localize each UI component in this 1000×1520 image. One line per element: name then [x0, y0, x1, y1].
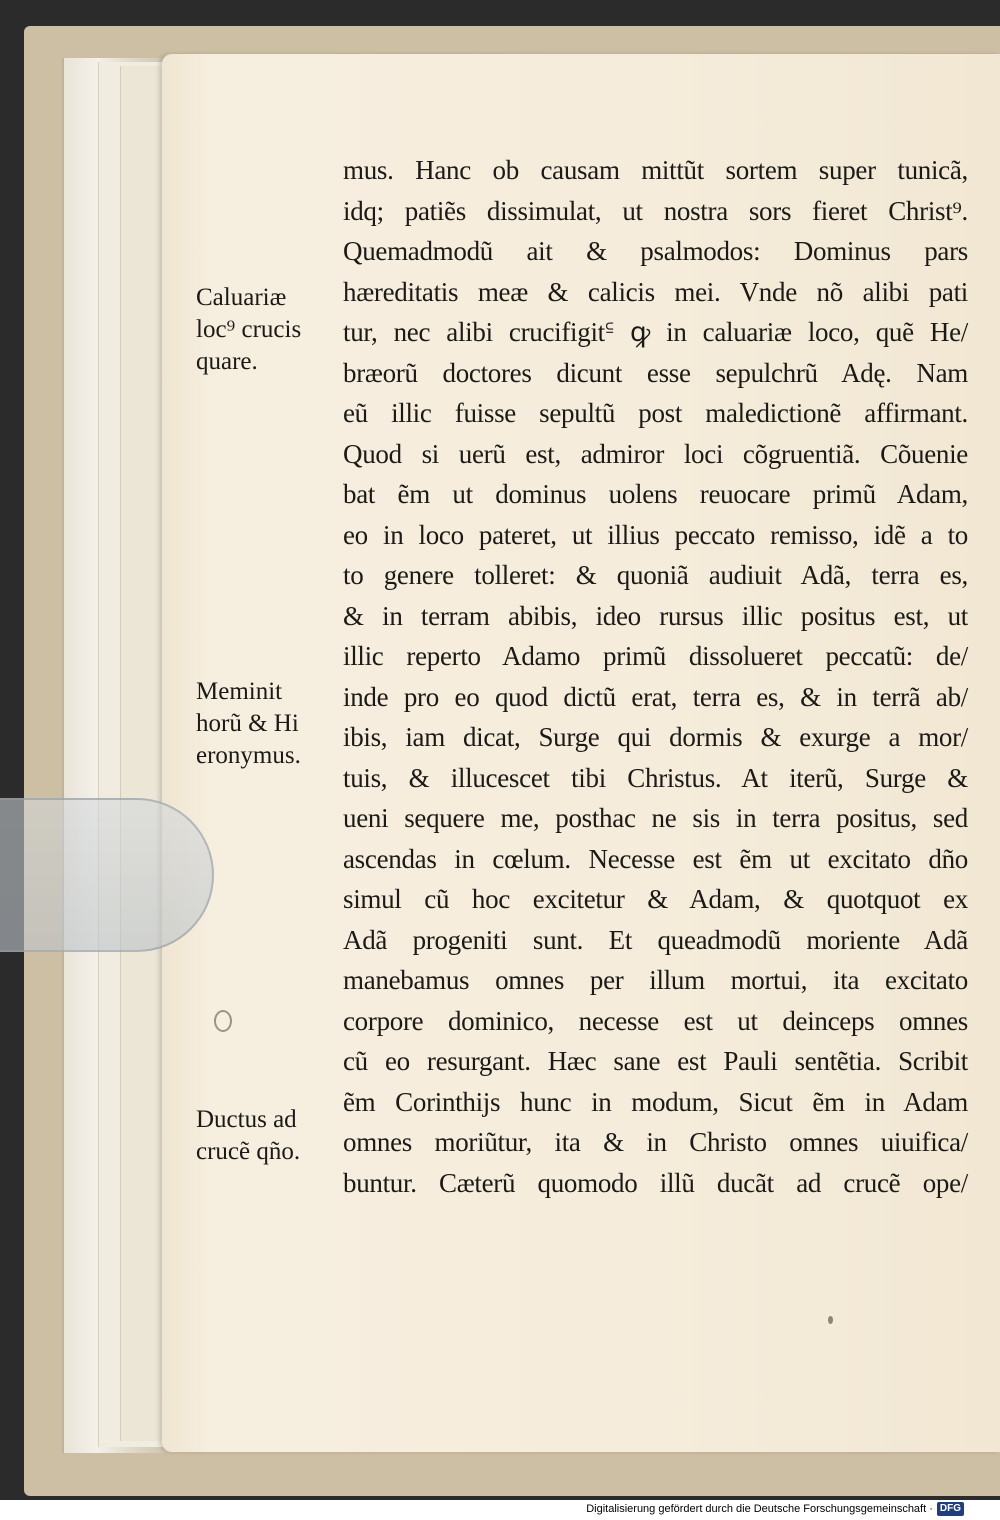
text-line: bat ẽm ut dominus uolens reuocare primũ Adam,: [343, 479, 968, 509]
text-line: corpore dominico, necesse est ut deinceps omnes: [343, 1005, 968, 1036]
text-line: illic reperto Adamo primũ dissolueret peccatũ: de/: [343, 641, 968, 671]
text-line: inde pro eo quod dictũ erat, terra es, & in terrã ab/: [343, 681, 968, 712]
text-line: cũ eo resurgant. Hæc sane est Pauli sentẽtia. Scribit: [343, 1046, 968, 1076]
text-line: buntur. Cæterũ quomodo illũ ducãt ad crucẽ ope/: [343, 1167, 968, 1198]
margin-note-line: loc⁹ crucis: [196, 316, 302, 343]
margin-note-line: horũ & Hi: [196, 710, 299, 737]
text-line: & in terram abibis, ideo rursus illic positus est, ut: [343, 600, 968, 631]
text-line: tuis, & illucescet tibi Christus. At iterũ, Surge &: [343, 762, 968, 793]
margin-note-line: Ductus ad: [196, 1106, 297, 1133]
ink-dot-mark: [828, 1316, 833, 1324]
margin-note-meminit: [196, 676, 341, 772]
margin-note-line: crucẽ qño.: [196, 1138, 301, 1165]
margin-note-line: quare.: [196, 348, 258, 375]
text-line: ẽm Corinthijs hunc in modum, Sicut ẽm in Adam: [343, 1086, 968, 1117]
text-line: to genere tolleret: & quoniã audiuit Adã, terra es,: [343, 560, 968, 590]
text-line: ascendas in cœlum. Necesse est ẽm ut excitato dño: [343, 843, 968, 874]
margin-note-line: Caluariæ: [196, 284, 287, 311]
text-line: bræorũ doctores dicunt esse sepulchrũ Adę. Nam: [343, 357, 968, 388]
margin-note-line: Meminit: [196, 678, 283, 705]
text-line: Quemadmodũ ait & psalmodos: Dominus pars: [343, 236, 968, 266]
margin-note-line: eronymus.: [196, 742, 301, 769]
text-line: omnes moriũtur, ita & in Christo omnes uiuifica/: [343, 1127, 968, 1157]
margin-note-caluariae: [196, 282, 341, 378]
footer-credit: Digitalisierung gefördert durch die Deutsche Forschungsgemeinschaft ·: [586, 1503, 933, 1515]
transparent-page-clip: [0, 798, 214, 952]
text-line: Adã progeniti sunt. Et queadmodũ moriente Adã: [343, 924, 968, 955]
text-line: ibis, iam dicat, Surge qui dormis & exurge a mor/: [343, 722, 968, 752]
text-line: ueni sequere me, posthac ne sis in terra positus, sed: [343, 803, 968, 833]
footer: [586, 1500, 964, 1518]
ink-ring-mark: [214, 1010, 232, 1032]
text-line: simul cũ hoc excitetur & Adam, & quotquot ex: [343, 884, 968, 914]
text-line: hæreditatis meæ & calicis mei. Vnde nõ alibi pati: [343, 276, 968, 307]
text-line: eo in loco pateret, ut illius peccato remisso, idẽ a to: [343, 519, 968, 550]
text-line: Quod si uerũ est, admiror loci cõgruentiã. Cõuenie: [343, 438, 968, 469]
margin-note-ductus: [196, 1104, 341, 1168]
text-line: eũ illic fuisse sepultũ post maledictionẽ affirmant.: [343, 398, 968, 428]
text-line: idq; patiẽs dissimulat, ut nostra sors fieret Christ⁹.: [343, 195, 968, 226]
body-text: [343, 150, 968, 1203]
text-line: mus. Hanc ob causam mittũt sortem super tunicã,: [343, 155, 968, 185]
text-line: manebamus omnes per illum mortui, ita excitato: [343, 965, 968, 995]
dfg-logo: DFG: [937, 1502, 964, 1516]
text-line: tur, nec alibi crucifigit꜃ ꝙ in caluariæ loco, quẽ He/: [343, 317, 968, 347]
